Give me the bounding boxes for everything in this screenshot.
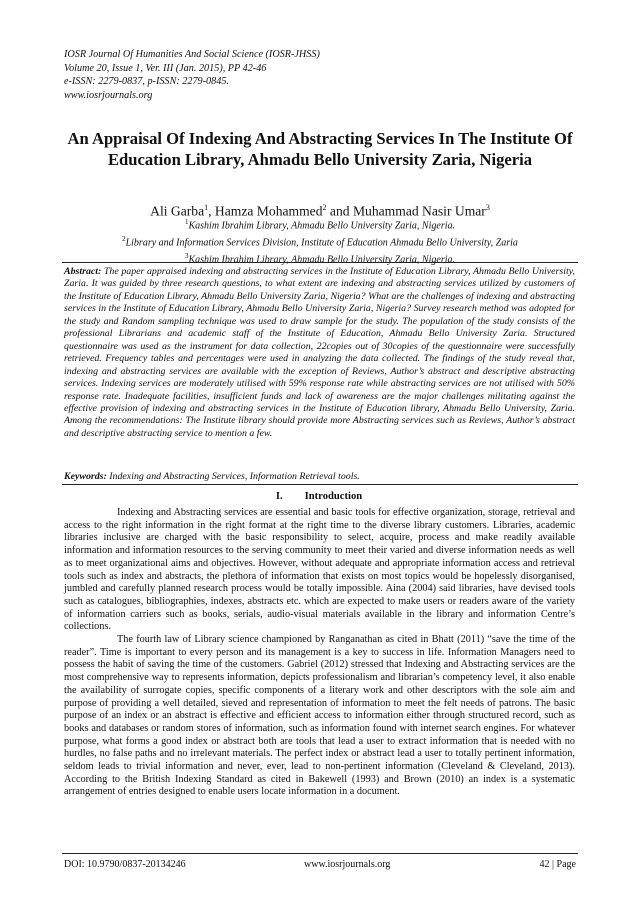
author-affiliation-mark: 3	[485, 203, 490, 212]
affiliation	[60, 216, 580, 233]
footer-page-number: 42 | Page	[539, 859, 576, 870]
affiliation-list	[60, 216, 580, 267]
body-text	[64, 507, 575, 799]
journal-website: www.iosrjournals.org	[64, 89, 153, 101]
author-name: Hamza Mohammed	[214, 203, 323, 219]
abstract-top-divider	[62, 262, 578, 263]
footer-divider	[62, 853, 578, 854]
author-affiliation-mark: 1	[204, 203, 209, 212]
journal-volume: Volume 20, Issue 1, Ver. III (Jan. 2015), PP 42-46	[64, 62, 267, 74]
affiliation-text: Kashim Ibrahim Library, Ahmadu Bello University Zaria, Nigeria.	[188, 254, 455, 266]
abstract-text: The paper appraised indexing and abstracting services in the Institute of Education Library, Ahmadu Bello University, Zaria. It was guided by three research questions, to what extent are indexing and abstracting services utilized by customers of the Institute of Education Library, Ahmadu Bello University Zaria, Nigeria? What are the challenges of indexing and abstracting services in the Institute of Education Library, Ahmadu Bello University Zaria, Nigeria? Survey research method was adopted for the study and Random sampling technique was used to draw sample for the study. The population of the study consists of the professional Librarians and academic staff of the Institute of Education, Ahmadu Bello University Zaria. Structured questionnaire was used as the instrument for data collection, 22copies out of 30copies of the questionnaire were successfully retrieved. Frequency tables and percentages were used in analyzing the data collected. The findings of the study reveal that, indexing and abstracting services are available with the exception of Reviews, Author’s abstract and descriptive abstracting services. Indexing services are moderately utilised with 59% response rate while abstracting services are not utilised with 50% response rate. Inadequate facilities, insufficient funds and lack of awareness are the major challenges militating against the effective provision of indexing and abstracting services in the Institute of Education library, Ahmadu Bello University, Zaria. Among the recommendations: The Institute library should provide more Abstracting services such as Reviews, Author’s abstract and descriptive abstracting service to mention a few.	[64, 266, 575, 439]
abstract-label: Abstract:	[64, 266, 102, 277]
author-affiliation-mark: 2	[322, 203, 327, 212]
keywords	[64, 471, 575, 483]
author-separator: and	[326, 203, 353, 219]
paragraph: The fourth law of Library science championed by Ranganathan as cited in Bhatt (2011) “save the time of the reader”. Time is important to every person and its management is a key to success in life. Information Managers need to possess the habit of saving the time of the customers. Gabriel (2012) stressed that Indexing and Abstracting services are the most comprehensive way to represents information, depicts professionalism and librarian’s competency level, it also enable the availability of surrogate copies, specific components of a literary work and other descriptors with the sole aim and purpose of providing a well detailed, sieved and representation of information to meet the felt needs of patrons. The basic purpose of an index or an abstract is effective and efficient access to information either through structured record, such as books and databases or random stores of information, such as information found with internet search engines. For whatever purpose, what forms a good index or abstract both are tools that lead a user to extract information that is needed with no hurdles, no false paths and no irrelevant materials. The perfect index or abstract lead a user to totally pertinent information, seldom leads to trivial information and never, ever, lead to non-pertinent information (Cleveland & Cleveland, 2013). According to the British Indexing Standard as cited in Bakewell (1993) and Brown (2010) an index is a systematic arrangement of entries designed to enable users locate information in a document.	[64, 634, 575, 798]
affiliation	[60, 233, 580, 250]
author-name: Muhammad Nasir Umar	[352, 203, 486, 219]
section-number: I.	[275, 491, 283, 502]
affiliation-mark: 1	[185, 218, 189, 226]
paragraph: Indexing and Abstracting services are essential and basic tools for effective organization, storage, retrieval and access to the right information in the right format at the right time to the diverse library customers. Libraries, academic libraries inclusive are charged with the basic responsibility to select, acquire, process and make readily available information and information resources to the serving community to meet their varied and diverse information needs as well as to meet organizational aims and objectives. However, without adequate and appropriate information access and retrieval tools such as index and abstracts, the plethora of information that exists on most topics would be hopelessly disorganised, jumbled and carefully planned research process would be totally impossible. Aina (2004) said libraries, have devised tools such as catalogues, bibliographies, indexes, abstracts etc. which are expected to make users or readers aware of the variety of information carriers such as books, serials, audio-visual materials available in the library and information Centre’s collections.	[64, 507, 575, 633]
keywords-label: Keywords:	[64, 471, 107, 482]
keywords-text: Indexing and Abstracting Services, Information Retrieval tools.	[106, 471, 360, 482]
journal-issn: e-ISSN: 2279-0837, p-ISSN: 2279-0845.	[64, 76, 229, 87]
footer-website: www.iosrjournals.org	[304, 859, 391, 870]
affiliation-mark: 3	[185, 251, 189, 260]
affiliation-text: Kashim Ibrahim Library, Ahmadu Bello University Zaria, Nigeria.	[188, 220, 455, 232]
abstract-bottom-divider	[62, 484, 578, 485]
affiliation-text: Library and Information Services Division, Institute of Education Ahmadu Bello University, Zaria	[125, 237, 518, 249]
section-title: Introduction	[304, 491, 363, 502]
footer-doi: DOI: 10.9790/0837-20134246	[64, 859, 186, 870]
paper-title: An Appraisal Of Indexing And Abstracting Services In The Institute Of Education Library, Ahmadu Bello University Zaria, Nigeria	[67, 129, 573, 169]
author-separator: ,	[208, 203, 215, 219]
journal-name: IOSR Journal Of Humanities And Social Science (IOSR-JHSS)	[64, 49, 320, 60]
section-heading	[0, 491, 638, 502]
affiliation	[60, 250, 580, 267]
abstract	[64, 266, 575, 440]
author-name: Ali Garba	[150, 203, 205, 219]
affiliation-mark: 2	[122, 234, 126, 243]
journal-header	[64, 48, 584, 102]
